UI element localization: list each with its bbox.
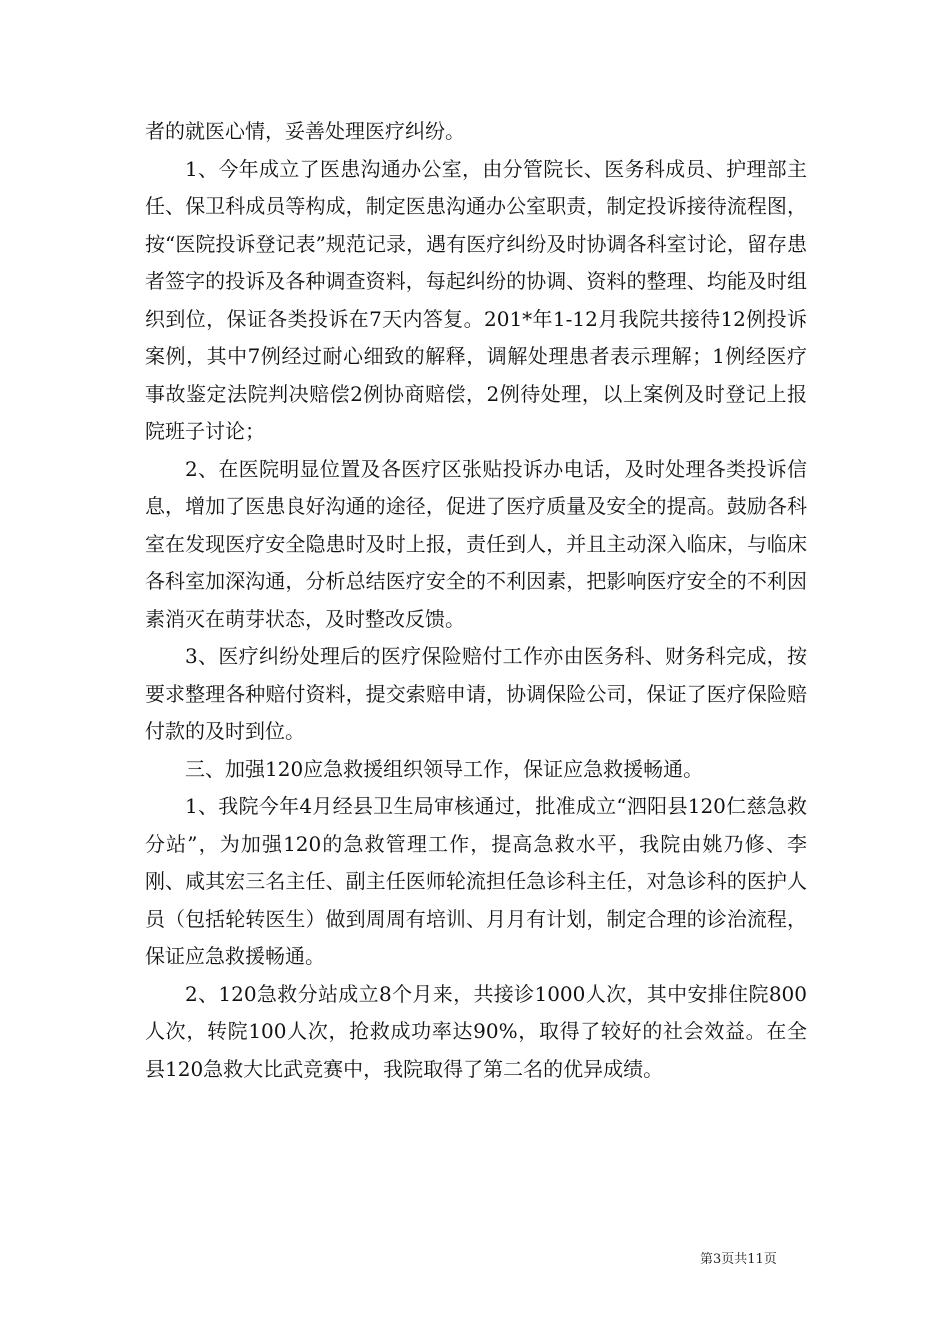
paragraph-item-1-emergency-station: 1、我院今年4月经县卫生局审核通过，批准成立“泗阳县120仁慈急救分站”，为加强120的急救管理工作，提高急救水平，我院由姚乃修、李刚、咸其宏三名主任、副主任医师轮流担任急诊科主任，对急诊科的医护人员（包括轮转医生）做到周周有培训、月月有计划，制定合理的诊治流程，保证应急救援畅通。 [145, 794, 807, 968]
paragraph-continuation: 者的就医心情，妥善处理医疗纠纷。 [145, 119, 465, 143]
page-number-footer: 第3页共11页 [700, 1252, 777, 1267]
paragraph-item-2-emergency-stats: 2、120急救分站成立8个月来，共接诊1000人次，其中安排住院800人次，转院100人次，抢救成功率达90%，取得了较好的社会效益。在全县120急救大比武竞赛中，我院取得了第二名的优异成绩。 [145, 981, 807, 1081]
document-body [145, 113, 807, 1088]
paragraph-item-2-complaint-phone: 2、在医院明显位置及各医疗区张贴投诉办电话，及时处理各类投诉信息，增加了医患良好沟通的途径，促进了医疗质量及安全的提高。鼓励各科室在发现医疗安全隐患时及时上报，责任到人，并且主动深入临床，与临床各科室加深沟通，分析总结医疗安全的不利因素，把影响医疗安全的不利因素消灭在萌芽状态，及时整改反馈。 [145, 456, 807, 631]
section-heading-120: 三、加强120应急救援组织领导工作，保证应急救援畅通。 [185, 756, 704, 781]
paragraph-item-3-insurance: 3、医疗纠纷处理后的医疗保险赔付工作亦由医务科、财务科完成，按要求整理各种赔付资料，提交索赔申请，协调保险公司，保证了医疗保险赔付款的及时到位。 [145, 644, 807, 743]
paragraph-item-1-complaint-office: 1、今年成立了医患沟通办公室，由分管院长、医务科成员、护理部主任、保卫科成员等构成，制定医患沟通办公室职责，制定投诉接待流程图，按“医院投诉登记表”规范记录，遇有医疗纠纷及时协调各科室讨论，留存患者签字的投诉及各种调查资料，每起纠纷的协调、资料的整理、均能及时组织到位，保证各类投诉在7天内答复。201*年1-12月我院共接待12例投诉案例，其中7例经过耐心细致的解释，调解处理患者表示理解；1例经医疗事故鉴定法院判决赔偿2例协商赔偿，2例待处理，以上案例及时登记上报院班子讨论； [145, 156, 807, 443]
